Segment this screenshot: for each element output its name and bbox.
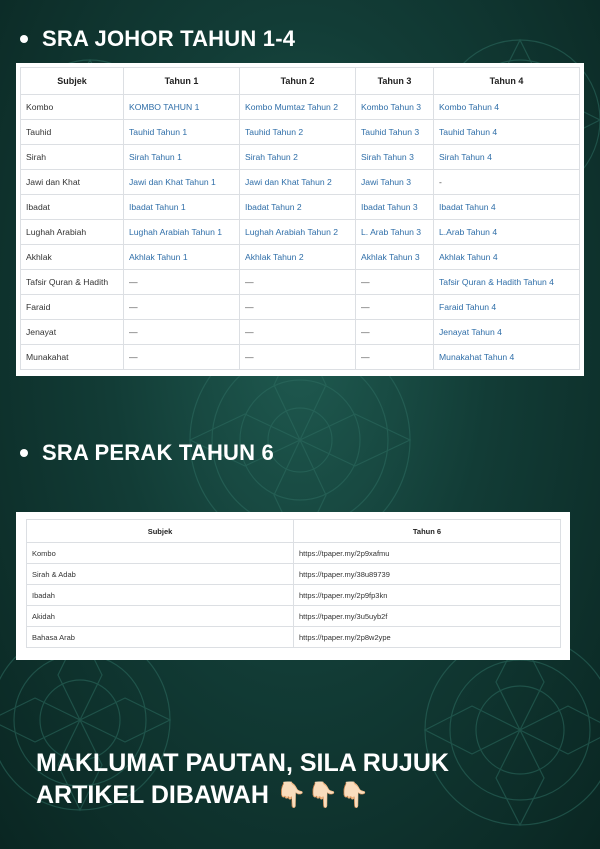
link-cell[interactable]: L.Arab Tahun 4 [434,220,580,245]
perak-subject-table [26,519,561,648]
table-row [21,170,580,195]
section-heading-perak [20,440,274,466]
subject-cell: Lughah Arabiah [21,220,124,245]
subject-cell: Bahasa Arab [27,627,294,648]
table-header-row [27,520,561,543]
link-cell[interactable]: Tauhid Tahun 2 [240,120,356,145]
table-row [27,606,561,627]
subject-cell: Tauhid [21,120,124,145]
link-cell[interactable]: Tauhid Tahun 4 [434,120,580,145]
link-cell[interactable]: L. Arab Tahun 3 [356,220,434,245]
url-cell[interactable]: https://tpaper.my/38u89739 [294,564,561,585]
empty-cell: — [356,345,434,370]
section-title: SRA JOHOR TAHUN 1-4 [42,26,296,51]
bullet-icon [20,449,28,457]
table-row [21,220,580,245]
link-cell[interactable]: Sirah Tahun 3 [356,145,434,170]
link-cell[interactable]: Munakahat Tahun 4 [434,345,580,370]
subject-cell: Ibadah [27,585,294,606]
link-cell[interactable]: Jenayat Tahun 4 [434,320,580,345]
column-header: Tahun 1 [124,68,240,95]
column-header: Subjek [21,68,124,95]
pointing-down-icon: 👇🏻👇🏻👇🏻 [275,781,370,809]
link-cell[interactable]: Kombo Tahun 4 [434,95,580,120]
url-cell[interactable]: https://tpaper.my/3u5uyb2f [294,606,561,627]
subject-cell: Kombo [27,543,294,564]
subject-cell: Akidah [27,606,294,627]
column-header: Tahun 3 [356,68,434,95]
cta-line-2: ARTIKEL DIBAWAH [36,781,269,809]
column-header: Subjek [27,520,294,543]
link-cell[interactable]: Tauhid Tahun 3 [356,120,434,145]
link-cell[interactable]: Tauhid Tahun 1 [124,120,240,145]
table-row [27,585,561,606]
johor-subject-table [20,67,580,370]
link-cell[interactable]: Jawi dan Khat Tahun 2 [240,170,356,195]
subject-cell: Jawi dan Khat [21,170,124,195]
url-cell[interactable]: https://tpaper.my/2p9xafmu [294,543,561,564]
table-header-row [21,68,580,95]
table-row [21,270,580,295]
table-row [21,345,580,370]
link-cell[interactable]: Sirah Tahun 1 [124,145,240,170]
empty-cell: — [356,270,434,295]
link-cell[interactable]: Jawi dan Khat Tahun 1 [124,170,240,195]
empty-cell: — [124,295,240,320]
link-cell[interactable]: Ibadat Tahun 4 [434,195,580,220]
url-cell[interactable]: https://tpaper.my/2p9fp3kn [294,585,561,606]
column-header: Tahun 2 [240,68,356,95]
cta-line-1: MAKLUMAT PAUTAN, SILA RUJUK [36,749,449,777]
link-cell[interactable]: Ibadat Tahun 3 [356,195,434,220]
subject-cell: Kombo [21,95,124,120]
subject-cell: Faraid [21,295,124,320]
table-row [27,564,561,585]
link-cell[interactable]: Sirah Tahun 2 [240,145,356,170]
link-cell[interactable]: Lughah Arabiah Tahun 1 [124,220,240,245]
link-cell[interactable]: Faraid Tahun 4 [434,295,580,320]
url-cell[interactable]: https://tpaper.my/2p8w2ype [294,627,561,648]
column-header: Tahun 4 [434,68,580,95]
section-title: SRA PERAK TAHUN 6 [42,440,274,465]
table-row [21,95,580,120]
empty-cell: — [240,295,356,320]
empty-cell: — [124,320,240,345]
empty-cell: — [240,270,356,295]
link-cell[interactable]: Kombo Mumtaz Tahun 2 [240,95,356,120]
table-row [27,543,561,564]
link-cell[interactable]: Akhlak Tahun 1 [124,245,240,270]
subject-cell: Akhlak [21,245,124,270]
table-row [21,320,580,345]
link-cell[interactable]: Kombo Tahun 3 [356,95,434,120]
empty-cell: - [434,170,580,195]
empty-cell: — [356,320,434,345]
empty-cell: — [124,345,240,370]
link-cell[interactable]: KOMBO TAHUN 1 [124,95,240,120]
cta-line-2-wrap [36,779,449,811]
table-row [21,120,580,145]
link-cell[interactable]: Ibadat Tahun 2 [240,195,356,220]
link-cell[interactable]: Akhlak Tahun 4 [434,245,580,270]
link-cell[interactable]: Akhlak Tahun 2 [240,245,356,270]
link-cell[interactable]: Lughah Arabiah Tahun 2 [240,220,356,245]
link-cell[interactable]: Jawi Tahun 3 [356,170,434,195]
empty-cell: — [356,295,434,320]
link-cell[interactable]: Tafsir Quran & Hadith Tahun 4 [434,270,580,295]
johor-table-card [16,63,584,376]
link-cell[interactable]: Sirah Tahun 4 [434,145,580,170]
subject-cell: Ibadat [21,195,124,220]
empty-cell: — [240,345,356,370]
table-row [21,195,580,220]
subject-cell: Munakahat [21,345,124,370]
link-cell[interactable]: Ibadat Tahun 1 [124,195,240,220]
table-row [21,245,580,270]
subject-cell: Jenayat [21,320,124,345]
call-to-action [36,747,449,811]
column-header: Tahun 6 [294,520,561,543]
subject-cell: Tafsir Quran & Hadith [21,270,124,295]
table-row [27,627,561,648]
section-heading-johor [20,26,295,52]
perak-table-card [16,512,570,660]
bullet-icon [20,35,28,43]
subject-cell: Sirah & Adab [27,564,294,585]
empty-cell: — [124,270,240,295]
empty-cell: — [240,320,356,345]
table-row [21,295,580,320]
link-cell[interactable]: Akhlak Tahun 3 [356,245,434,270]
subject-cell: Sirah [21,145,124,170]
table-row [21,145,580,170]
